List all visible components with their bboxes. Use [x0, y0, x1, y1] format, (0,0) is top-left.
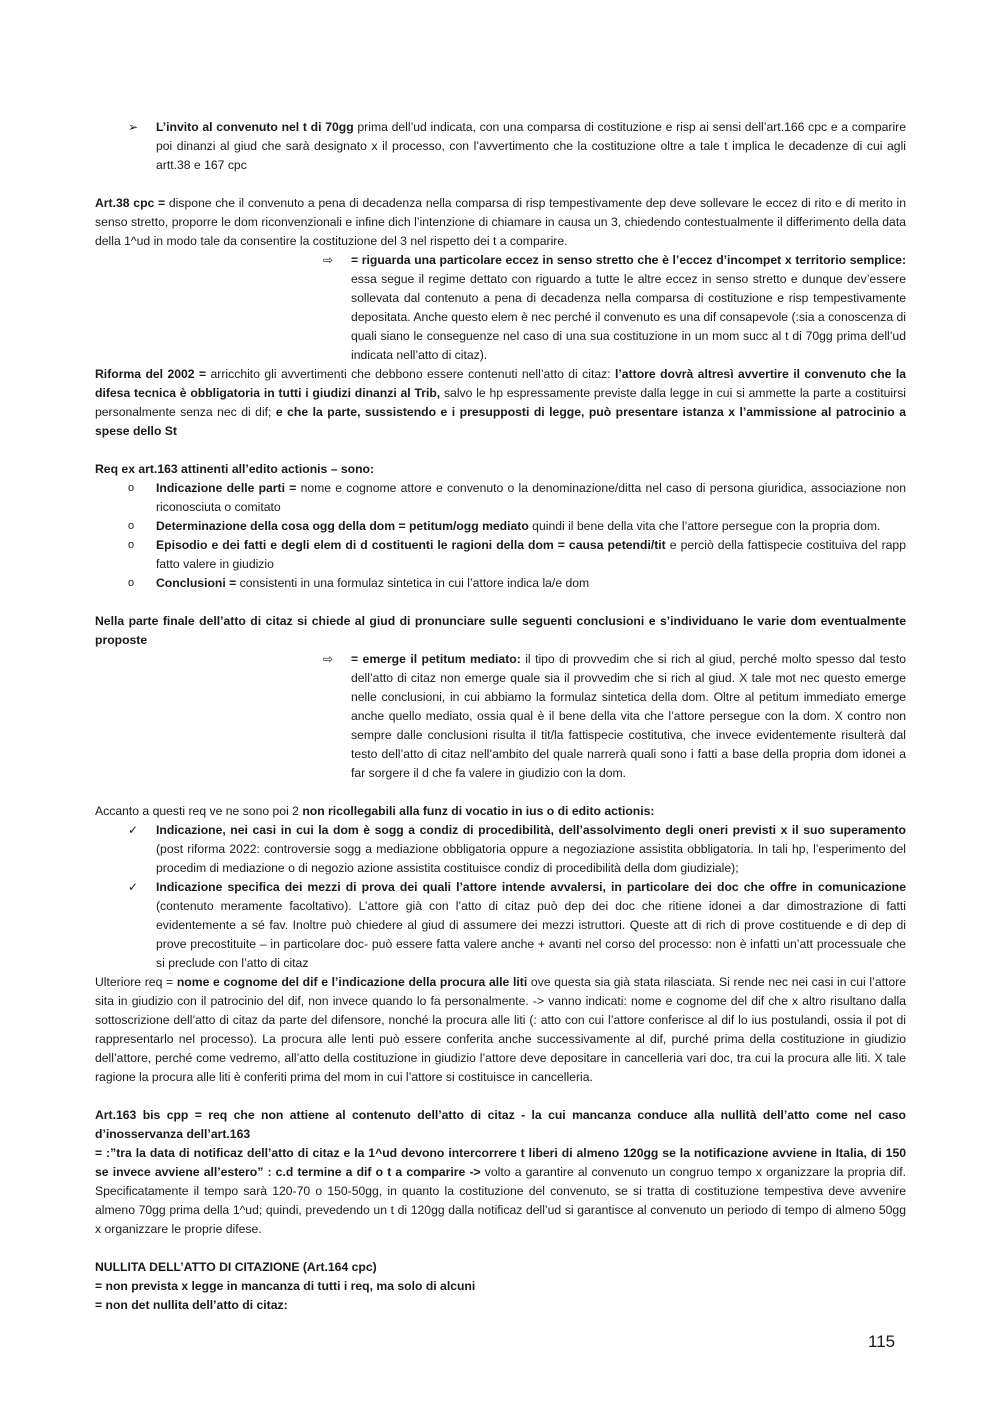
bold-text: NULLITA DELL’ATTO DI CITAZIONE (Art.164 cpc)	[95, 1260, 377, 1274]
paragraph-accanto	[95, 802, 906, 821]
bold-text: Req ex art.163 attinenti all’edito actionis – sono:	[95, 462, 375, 476]
bold-text: e che la parte, sussistendo e i presupposti di legge, può presentare istanza x l’ammissione al patrocinio a spese dello St	[95, 405, 906, 438]
paragraph-art38	[95, 194, 906, 251]
note-incompetenza	[323, 251, 906, 365]
bullet-invito	[95, 118, 906, 175]
checkmark-icon: ✓	[128, 880, 139, 894]
bold-text: Indicazione delle parti =	[156, 481, 297, 495]
circle-bullet-icon: o	[128, 539, 135, 551]
list-item-petitum	[95, 517, 906, 536]
check-item-procedibilita	[95, 821, 906, 878]
list-item-parti	[95, 479, 906, 517]
body-text: consistenti in una formulaz sintetica in cui l’attore indica la/e dom	[236, 576, 590, 590]
bold-text: L’invito al convenuto nel t di 70gg	[156, 120, 354, 134]
body-text: salvo le hp espressamente previste dalla legge in cui si ammette la parte a costituirsi personalmente senza nec di dif;	[95, 386, 906, 419]
bold-text: Episodio e dei fatti e degli elem di d costituenti le ragioni della dom = causa petendi/tit	[156, 538, 666, 552]
body-text: quindi il bene della vita che l’attore persegue con la propria dom.	[528, 519, 881, 533]
body-text: essa segue il regime dettato con riguardo a tutte le altre eccez in senso stretto e dunque dev’essere sollevata dal contenuto a pena di decadenza nella comparsa di costituzione e risp tempestivamente depositata. Anche questo elem è nec perché il convenuto es una dif consapevole (:sia a conoscenza di quali siano le conseguenze nel caso di una sua costituzione in un mom succ al t di 70gg prima dell’ud indicata nell’atto di citaz).	[351, 272, 906, 362]
document-page	[95, 118, 906, 1315]
circle-bullet-icon: o	[128, 520, 135, 532]
body-text: Accanto a questi req ve ne sono poi 2	[95, 804, 303, 818]
nullita-line-2	[95, 1277, 906, 1296]
arrow-bullet-icon: ➢	[128, 120, 139, 134]
bold-text: Riforma del 2002 =	[95, 367, 207, 381]
bold-text: = emerge il petitum mediato:	[351, 652, 521, 666]
bold-text: Art.163 bis cpp = req che non attiene al contenuto dell’atto di citaz - la cui mancanza conduce alla nullità dell’atto come nel caso d’inosservanza dell’art.163	[95, 1108, 906, 1141]
circle-bullet-icon: o	[128, 577, 135, 589]
check-item-mezzi-prova	[95, 878, 906, 973]
bold-text: nome e cognome del dif e l’indicazione della procura alle liti	[176, 975, 528, 989]
checkmark-icon: ✓	[128, 823, 139, 837]
bold-text: Indicazione specifica dei mezzi di prova dei quali l’attore intende avvalersi, in particolare dei doc che offre in comunicazione	[156, 880, 906, 894]
paragraph-art163-bis	[95, 1106, 906, 1144]
body-text: (post riforma 2022: controversie sogg a mediazione obbligatoria oppure a negoziazione assistita obbligatoria. In tali hp, l’esperimento del procedim di mediazione o di negozio azione assistita costituisce condiz di procedibilità della dom giudiziale);	[156, 842, 906, 875]
bold-text: = riguarda una particolare eccez in senso stretto che è l’eccez d’incompet x territorio semplice:	[351, 253, 906, 267]
bold-text: Determinazione della cosa ogg della dom = petitum/ogg mediato	[156, 519, 529, 533]
paragraph-riforma-2002	[95, 365, 906, 441]
body-text: dispone che il convenuto a pena di decadenza nella comparsa di risp tempestivamente dep deve sollevare le eccez di rito e di merito in senso stretto, proporre le dom riconvenzionali e infine dich l’intenzione di chiamare in causa un 3, chiedendo contestualmente il differimento della data della 1^ud in modo tale da consentire la costituzione del 3 nel rispetto dei t a comparire.	[95, 196, 907, 248]
body-text: ove questa sia già stata rilasciata. Si rende nec nei casi in cui l’attore sita in giudizio con il patrocinio del dif, non invece quando lo fa personalmente. -> vanno indicati: nome e cognome del dif che x altro risultano dalla sottoscrizione dell’atto di citaz da parte del difensore, nonché la procura alle liti (: atto con cui l’attore conferisce al dif lo ius postulandi, ossia il pot di rappresentarlo nel processo). La procura alle lenti può essere conferita anche successivamente al dif, purché prima della costituzione in giudizio dell’attore, perché come vedremo, all’atto della costituzione in giudizio l’attore deve depositare in cancelleria vari doc, tra cui la procura alle liti. X tale ragione la procura alle liti è conferiti prima del mom in cui l’attore si costituisce in cancelleria.	[95, 975, 907, 1084]
body-text: il tipo di provvedim che si rich al giud, perché molto spesso dal testo dell’atto di citaz non emerge quale sia il provvedim che si rich al giud. X tale mot nec questo emerge nelle conclusioni, in cui abbiamo la formulaz sintetica della dom. Oltre al petitum immediato emerge anche quello mediato, ossia qual è il bene della vita che l’attore persegue con la dom. X contro non sempre dalle conclusioni risulta il tit/la fattispecie costitutiva, che invece evidentemente risulterà dal testo dell’atto di citaz nell’ambito del quale narrerà quali sono i fatti a base della propria dom idonei a far sorgere il d che fa valere in giudizio con la dom.	[351, 652, 906, 780]
circle-bullet-icon: o	[128, 482, 135, 494]
note-petitum-mediato	[323, 650, 906, 783]
bold-text: Nella parte finale dell’atto di citaz si chiede al giud di pronunciare sulle seguenti conclusioni e s’individuano le varie dom eventualmente proposte	[95, 614, 906, 647]
page-number: 115	[868, 1332, 896, 1351]
paragraph-ulteriore-req	[95, 973, 906, 1087]
body-text: Ulteriore req =	[95, 975, 177, 989]
list-item-causa-petendi	[95, 536, 906, 574]
heading-nullita	[95, 1258, 906, 1277]
body-text: (contenuto meramente facoltativo). L’attore già con l’atto di citaz può dep dei doc che ritiene idonei a dar dimostrazione di fatti evidentemente a sé fav. Inoltre può chiedere al giud di assumere dei mezzi istruttori. Queste att di rich di prove costituende e di dep di prove precostituite – in particolare doc- può essere fatta valere anche + avanti nel corso del processo: non è infatti un’att processuale che si preclude con l’atto di citaz	[156, 899, 906, 970]
bold-text: = :”tra la data di notificaz dell’atto di citaz e la 1^ud devono intercorrere t liberi di almeno 120gg se la notificazione avviene in Italia, di 150 se invece avviene all’estero” : c.d termine a dif o t a comparire ->	[95, 1146, 906, 1179]
body-text: nome e cognome attore e convenuto o la denominazione/ditta nel caso di persona giuridica, associazione non riconosciuta o comitato	[156, 481, 906, 514]
body-text: prima dell’ud indicata, con una comparsa di costituzione e risp ai sensi dell’art.166 cpc e a comparire poi dinanzi al giud che sarà designato x il processo, con l’avvertimento che la costituzione oltre a tale t implica le decadenze di cui agli artt.38 e 167 cpc	[156, 120, 906, 172]
body-text: arricchito gli avvertimenti che debbono essere contenuti nell’atto di citaz:	[206, 367, 616, 381]
bold-text: Conclusioni =	[156, 576, 237, 590]
hollow-arrow-icon: ⇨	[323, 652, 334, 666]
bold-text: = non det nullita dell’atto di citaz:	[95, 1298, 288, 1312]
heading-req-163	[95, 460, 906, 479]
bold-text: Art.38 cpc =	[95, 196, 166, 210]
list-item-conclusioni	[95, 574, 906, 593]
hollow-arrow-icon: ⇨	[323, 253, 334, 267]
bold-text: = non prevista x legge in mancanza di tutti i req, ma solo di alcuni	[95, 1279, 476, 1293]
nullita-line-3	[95, 1296, 906, 1315]
bold-text: Indicazione, nei casi in cui la dom è sogg a condiz di procedibilità, dell’assolvimento degli oneri previsti x il suo superamento	[156, 823, 906, 837]
bold-text: non ricollegabili alla funz di vocatio in ius o di edito actionis:	[302, 804, 655, 818]
paragraph-art163-bis-termine	[95, 1144, 906, 1239]
body-text: e perciò della fattispecie costituiva del rapp fatto valere in giudizio	[156, 538, 906, 571]
paragraph-parte-finale	[95, 612, 906, 650]
body-text: volto a garantire al convenuto un congruo tempo x organizzare la propria dif. Specificatamente il tempo sarà 120-70 o 150-50gg, in quanto la costituzione del convenuto, se si tratta di costituzione tempestiva deve avvenire almeno 70gg prima della 1^ud; quindi, prevedendo un t di 120gg dalla notificaz dell’ud si garantisce al convenuto un periodo di tempo di almeno 50gg x organizzare le proprie difese.	[95, 1165, 906, 1236]
bold-text: l’attore dovrà altresì avvertire il convenuto che la difesa tecnica è obbligatoria in tutti i giudizi dinanzi al Trib,	[95, 367, 906, 400]
